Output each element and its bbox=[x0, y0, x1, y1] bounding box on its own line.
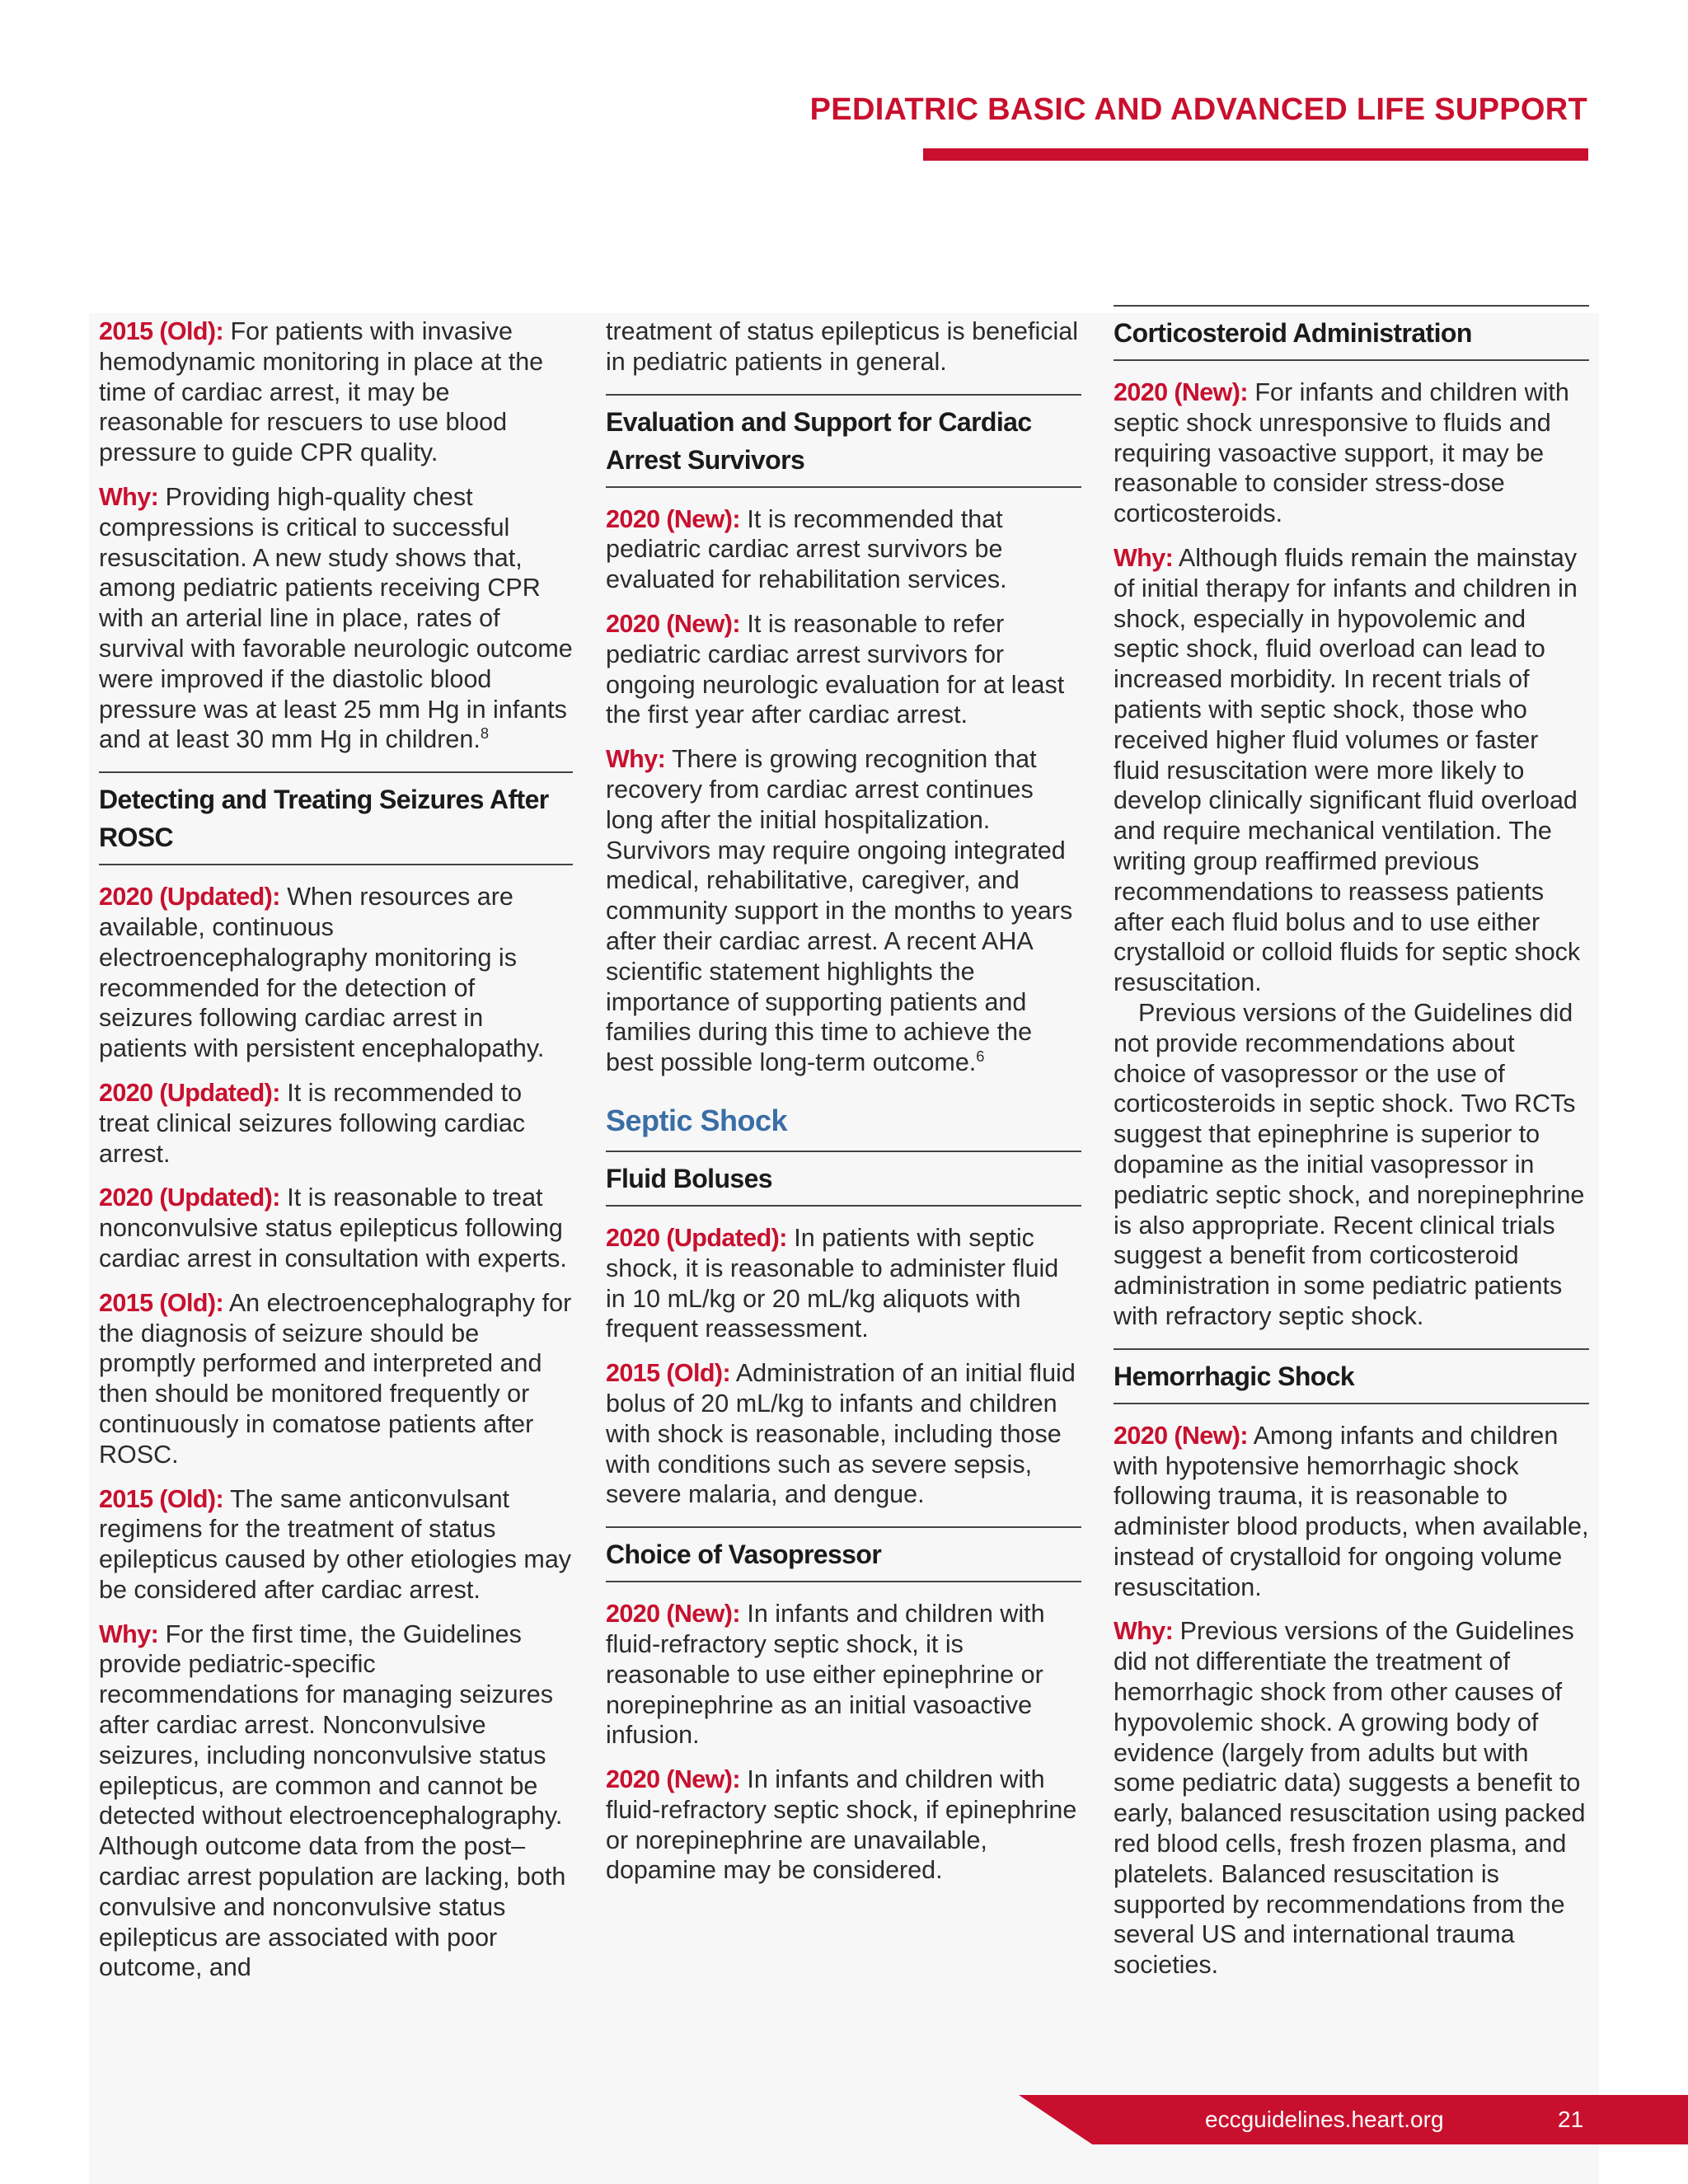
paragraph-text: It is reasonable to treat nonconvulsive status epilepticus following cardiac arrest in consultation with experts. bbox=[99, 1183, 567, 1272]
paragraph-text: For infants and children with septic shock unresponsive to fluids and requiring vasoactive support, it may be reasonable to consider stress-dose corticosteroids. bbox=[1114, 378, 1569, 528]
paragraph-text: For patients with invasive hemodynamic monitoring in place at the time of cardiac arrest, it may be reasonable for rescuers to use blood pressure to guide CPR quality. bbox=[99, 317, 544, 467]
recommendation-tag: 2015 (Old): bbox=[99, 1484, 224, 1513]
paragraph bbox=[606, 744, 1081, 1078]
paragraph bbox=[606, 1358, 1081, 1510]
why-tag: Why: bbox=[1114, 1617, 1174, 1646]
reference-number: 6 bbox=[976, 1047, 985, 1065]
column-1 bbox=[99, 316, 573, 1997]
section-heading: Fluid Boluses bbox=[606, 1151, 1081, 1207]
paragraph bbox=[99, 1619, 573, 1984]
paragraph bbox=[99, 316, 573, 468]
recommendation-tag: 2020 (Updated): bbox=[606, 1223, 787, 1252]
paragraph bbox=[606, 609, 1081, 730]
paragraph-text: For the first time, the Guidelines provide pediatric-specific recommendations for managing seizures after cardiac arrest. Nonconvulsive seizures, including nonconvulsive status epilepticus, are common and cannot be detected without electroencephalography. Although outcome data from the post–cardiac arrest population are lacking, both convulsive and nonconvulsive status epilepticus are associated with poor outcome, and bbox=[99, 1619, 566, 1982]
paragraph bbox=[606, 1599, 1081, 1750]
recommendation-tag: 2020 (New): bbox=[606, 609, 740, 638]
paragraph bbox=[1114, 1616, 1589, 1980]
reference-number: 8 bbox=[480, 724, 489, 743]
paragraph-text: In infants and children with fluid-refractory septic shock, if epinephrine or norepinephrine are unavailable, dopamine may be considered. bbox=[606, 1765, 1077, 1885]
paragraph bbox=[1114, 377, 1589, 529]
section-heading: Evaluation and Support for Cardiac Arrest Survivors bbox=[606, 394, 1081, 488]
recommendation-tag: 2020 (Updated): bbox=[99, 883, 280, 912]
section-heading: Hemorrhagic Shock bbox=[1114, 1348, 1589, 1404]
column-2 bbox=[606, 316, 1081, 1900]
why-tag: Why: bbox=[99, 1619, 159, 1648]
paragraph-text: It is recommended to treat clinical seizures following cardiac arrest. bbox=[99, 1078, 526, 1168]
footer-url[interactable]: eccguidelines.heart.org bbox=[1205, 2107, 1444, 2132]
paragraph-text: An electroencephalography for the diagnosis of seizure should be promptly performed and interpreted and then should be monitored frequently or continuously in comatose patients after ROSC. bbox=[99, 1288, 572, 1469]
paragraph bbox=[99, 1288, 573, 1470]
recommendation-tag: 2020 (Updated): bbox=[99, 1183, 280, 1212]
page-number: 21 bbox=[1558, 2107, 1584, 2132]
paragraph-text: In patients with septic shock, it is reasonable to administer fluid in 10 mL/kg or 20 mL/kg aliquots with frequent reassessment. bbox=[606, 1223, 1059, 1343]
paragraph bbox=[99, 1484, 573, 1605]
recommendation-tag: 2020 (New): bbox=[606, 504, 740, 533]
paragraph bbox=[1114, 1421, 1589, 1603]
recommendation-tag: 2020 (New): bbox=[606, 1600, 740, 1629]
paragraph-text: Previous versions of the Guidelines did not differentiate the treatment of hemorrhagic shock from other causes of hypovolemic shock. A growing body of evidence (largely from adults but with some pediatric data) suggests a benefit to early, balanced resuscitation using packed red blood cells, fresh frozen plasma, and platelets. Balanced resuscitation is supported by recommendations from the several US and international trauma societies. bbox=[1114, 1617, 1586, 1980]
paragraph bbox=[1114, 543, 1589, 998]
why-tag: Why: bbox=[99, 482, 159, 511]
page-header-title: PEDIATRIC BASIC AND ADVANCED LIFE SUPPORT bbox=[809, 92, 1587, 127]
paragraph bbox=[606, 1765, 1081, 1886]
paragraph bbox=[99, 1183, 573, 1273]
why-tag: Why: bbox=[606, 745, 666, 774]
recommendation-tag: 2020 (Updated): bbox=[99, 1078, 280, 1107]
major-section-heading: Septic Shock bbox=[606, 1103, 788, 1137]
section-heading: Choice of Vasopressor bbox=[606, 1526, 1081, 1582]
paragraph-text: There is growing recognition that recovery from cardiac arrest continues long after the initial hospitalization. Survivors may require ongoing integrated medical, rehabilitative, caregiver, and community support in the months to years after their cardiac arrest. A recent AHA scientific statement highlights the importance of supporting patients and families during this time to achieve the best possible long-term outcome. bbox=[606, 745, 1073, 1077]
section-heading: Corticosteroid Administration bbox=[1114, 305, 1589, 361]
recommendation-tag: 2020 (New): bbox=[606, 1765, 740, 1794]
paragraph-text: It is reasonable to refer pediatric cardiac arrest survivors for ongoing neurologic evaluation for at least the first year after cardiac arrest. bbox=[606, 609, 1065, 729]
paragraph bbox=[606, 504, 1081, 595]
paragraph: treatment of status epilepticus is beneficial in pediatric patients in general. bbox=[606, 317, 1079, 376]
paragraph-text: When resources are available, continuous electroencephalography monitoring is recommended for the detection of seizures following cardiac arrest in patients with persistent encephalopathy. bbox=[99, 883, 545, 1063]
recommendation-tag: 2015 (Old): bbox=[606, 1359, 731, 1388]
section-heading: Detecting and Treating Seizures After ROSC bbox=[99, 771, 573, 865]
paragraph bbox=[99, 882, 573, 1064]
recommendation-tag: 2015 (Old): bbox=[99, 1288, 224, 1317]
paragraph-text: Administration of an initial fluid bolus of 20 mL/kg to infants and children with shock is reasonable, including those with conditions such as severe sepsis, severe malaria, and dengue. bbox=[606, 1359, 1076, 1509]
paragraph bbox=[99, 482, 573, 755]
paragraph-text: Providing high-quality chest compressions is critical to successful resuscitation. A new study shows that, among pediatric patients receiving CPR with an arterial line in place, rates of survival with favorable neurologic outcome were improved if the diastolic blood pressure was at least 25 mm Hg in infants and at least 30 mm Hg in children. bbox=[99, 482, 573, 754]
column-3 bbox=[1114, 316, 1589, 1994]
paragraph-text: The same anticonvulsant regimens for the treatment of status epilepticus caused by other etiologies may be considered after cardiac arrest. bbox=[99, 1484, 572, 1604]
paragraph: Previous versions of the Guidelines did not provide recommendations about choice of vasopressor or the use of corticosteroids in septic shock. Two RCTs suggest that epinephrine is superior to dopamine as the initial vasopressor in pediatric septic shock, and norepinephrine is also appropriate. Recent clinical trials suggest a benefit from corticosteroid administration in some pediatric patients with refractory septic shock. bbox=[1114, 998, 1585, 1330]
why-tag: Why: bbox=[1114, 543, 1174, 572]
paragraph-text: Among infants and children with hypotensive hemorrhagic shock following trauma, it is reasonable to administer blood products, when available, instead of crystalloid for ongoing volume resuscitation. bbox=[1114, 1421, 1589, 1601]
recommendation-tag: 2020 (New): bbox=[1114, 1421, 1248, 1450]
paragraph bbox=[99, 1078, 573, 1169]
recommendation-tag: 2020 (New): bbox=[1114, 378, 1248, 406]
paragraph-text: Although fluids remain the mainstay of initial therapy for infants and children in shock, especially in hypovolemic and septic shock, fluid overload can lead to increased morbidity. In recent trials of patients with septic shock, those who received higher fluid volumes or faster fluid resuscitation were more likely to develop clinically significant fluid overload and require mechanical ventilation. The writing group reaffirmed previous recommendations to reassess patients after each fluid bolus and to use either crystalloid or colloid fluids for septic shock resuscitation. bbox=[1114, 543, 1581, 997]
paragraph bbox=[606, 1223, 1081, 1344]
paragraph-text: It is recommended that pediatric cardiac arrest survivors be evaluated for rehabilitation services. bbox=[606, 504, 1007, 594]
paragraph-text: In infants and children with fluid-refractory septic shock, it is reasonable to use either epinephrine or norepinephrine as an initial vasoactive infusion. bbox=[606, 1600, 1045, 1750]
header-rule bbox=[923, 148, 1588, 161]
recommendation-tag: 2015 (Old): bbox=[99, 317, 224, 345]
